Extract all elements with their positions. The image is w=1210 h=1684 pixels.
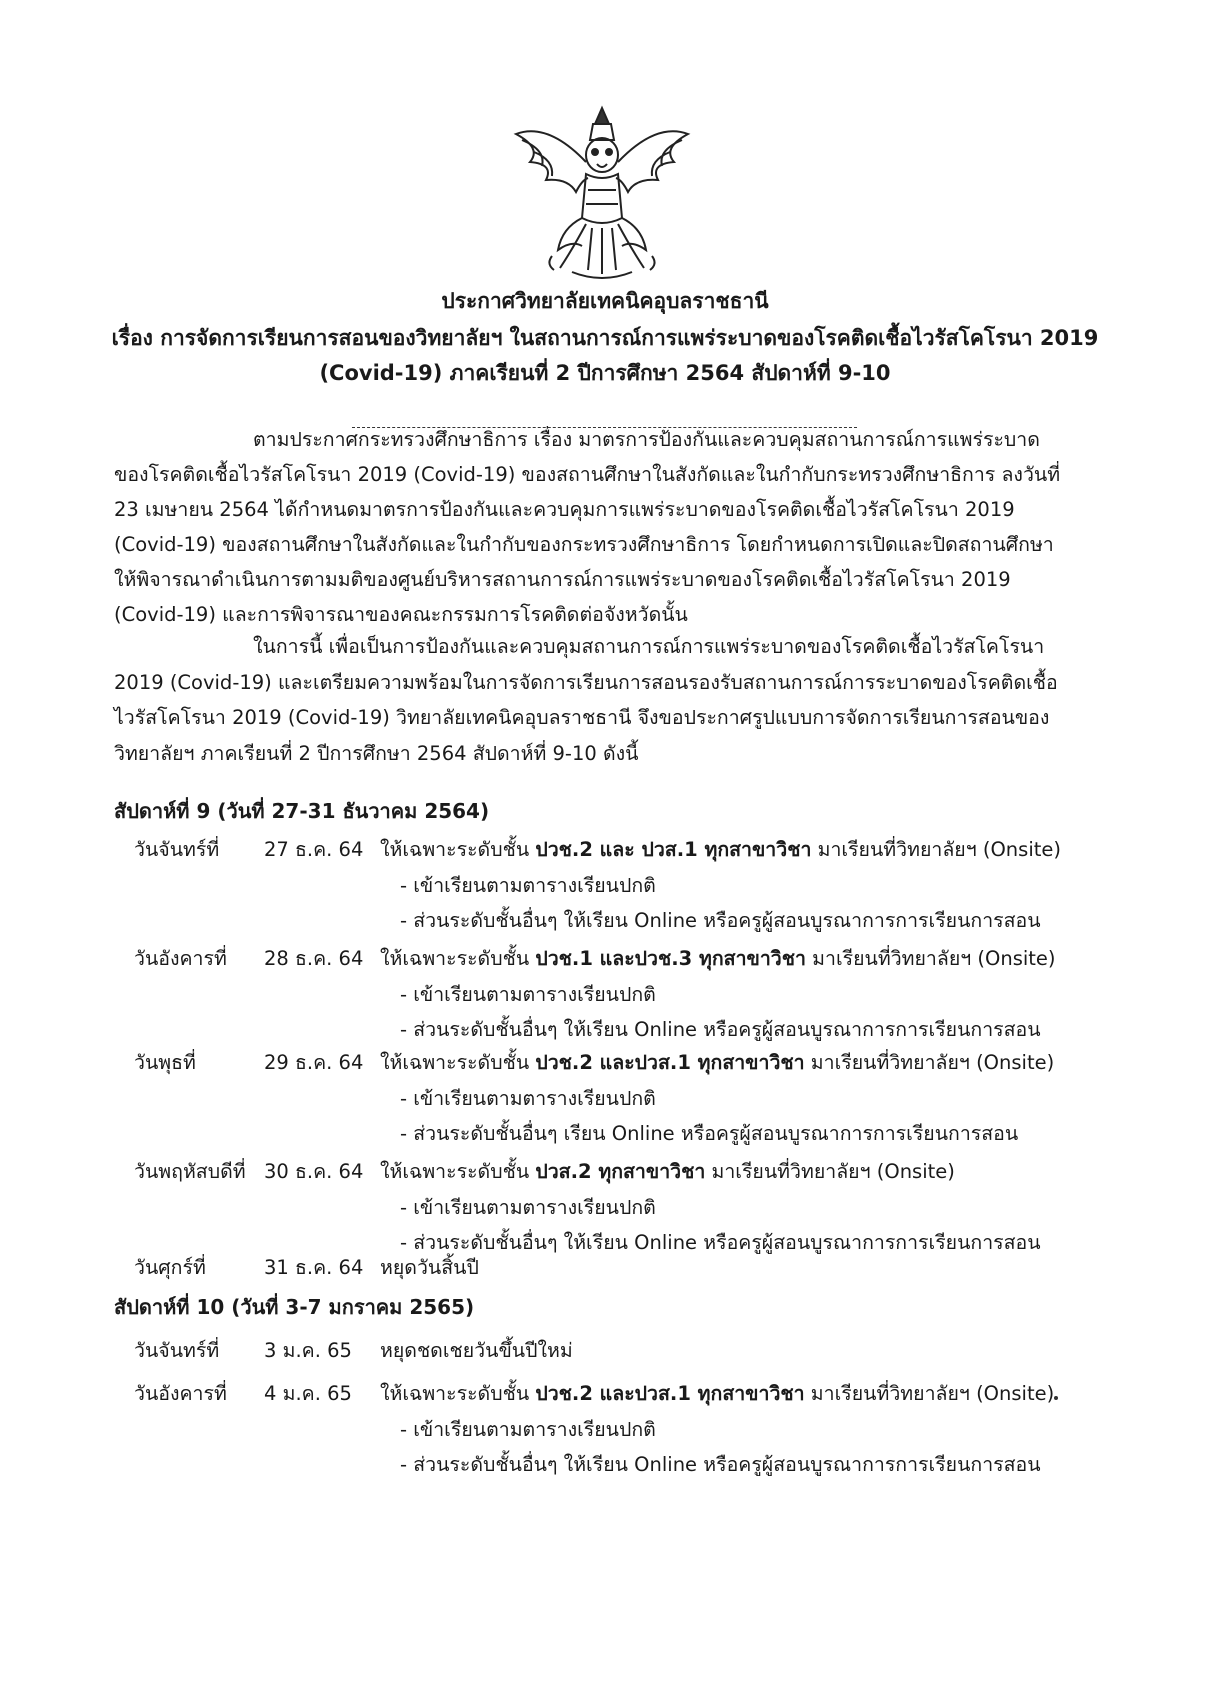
paragraph-line: วิทยาลัยฯ ภาคเรียนที่ 2 ปีการศึกษา 2564 สัปดาห์ที่ 9-10 ดังนี้ <box>114 742 639 766</box>
paragraph-line: (Covid-19) ของสถานศึกษาในสังกัดและในกำกับของกระทรวงศึกษาธิการ โดยกำหนดการเปิดและปิดสถานศึกษา <box>114 533 1054 556</box>
day-date: 31 ธ.ค. 64 <box>264 1256 364 1279</box>
day-name: วันอังคารที่ <box>134 1382 227 1405</box>
onsite-note: มาเรียนที่วิทยาลัยฯ (Onsite) <box>705 1160 955 1183</box>
day-name: วันพฤหัสบดีที่ <box>134 1160 246 1183</box>
target-levels: ปวช.2 และ ปวส.1 ทุกสาขาวิชา <box>535 838 812 861</box>
instruction-text: ให้เฉพาะระดับชั้น <box>380 1160 536 1183</box>
onsite-note: มาเรียนที่วิทยาลัยฯ (Onsite) <box>805 947 1056 970</box>
day-date: 27 ธ.ค. 64 <box>264 838 364 861</box>
day-instruction <box>380 1252 479 1283</box>
day-name: วันจันทร์ที่ <box>134 838 220 861</box>
target-levels: ปวส.2 ทุกสาขาวิชา <box>535 1160 706 1183</box>
announcement-subject: เรื่อง การจัดการเรียนการสอนของวิทยาลัยฯ ในสถานการณ์การแพร่ระบาดของโรคติดเชื้อไวรัสโคโรนา 2019 <box>111 326 1099 350</box>
day-instruction <box>380 1156 955 1187</box>
schedule-sub-item: - เข้าเรียนตามตารางเรียนปกติ <box>400 983 656 1006</box>
instruction-text: ให้เฉพาะระดับชั้น <box>380 1382 536 1405</box>
paragraph-line: ไวรัสโคโรนา 2019 (Covid-19) วิทยาลัยเทคนิคอุบลราชธานี จึงขอประกาศรูปแบบการจัดการเรียนการสอนของ <box>114 706 1050 730</box>
day-instruction <box>380 834 1061 865</box>
day-name: วันอังคารที่ <box>134 947 227 970</box>
schedule-sub-item: - ส่วนระดับชั้นอื่นๆ ให้เรียน Online หรือครูผู้สอนบูรณาการการเรียนการสอน <box>400 1453 1041 1476</box>
target-levels: ปวช.2 และปวส.1 ทุกสาขาวิชา <box>535 1382 805 1405</box>
instruction-text: หยุดวันสิ้นปี <box>380 1256 479 1279</box>
day-date: 29 ธ.ค. 64 <box>264 1051 364 1074</box>
instruction-text: ให้เฉพาะระดับชั้น <box>380 947 536 970</box>
instruction-text: ให้เฉพาะระดับชั้น <box>380 1051 536 1074</box>
schedule-sub-item: - ส่วนระดับชั้นอื่นๆ ให้เรียน Online หรือครูผู้สอนบูรณาการการเรียนการสอน <box>400 909 1041 932</box>
schedule-sub-item: - เข้าเรียนตามตารางเรียนปกติ <box>400 1418 656 1441</box>
paragraph-line: ในการนี้ เพื่อเป็นการป้องกันและควบคุมสถานการณ์การแพร่ระบาดของโรคติดเชื้อไวรัสโคโรนา <box>253 635 1045 658</box>
day-instruction <box>380 1047 1054 1078</box>
instruction-text: หยุดชดเชยวันขึ้นปีใหม่ <box>380 1339 573 1362</box>
paragraph-line: 2019 (Covid-19) และเตรียมความพร้อมในการจัดการเรียนการสอนรองรับสถานการณ์การระบาดของโรคติดเชื้อ <box>114 670 1058 694</box>
day-instruction <box>380 1378 1054 1409</box>
schedule-sub-item: - ส่วนระดับชั้นอื่นๆ ให้เรียน Online หรือครูผู้สอนบูรณาการการเรียนการสอน <box>400 1231 1041 1254</box>
day-instruction <box>380 1335 573 1366</box>
target-levels: ปวช.1 และปวช.3 ทุกสาขาวิชา <box>535 947 806 970</box>
announcement-subject-cont: (Covid-19) ภาคเรียนที่ 2 ปีการศึกษา 2564 สัปดาห์ที่ 9-10 <box>319 361 891 385</box>
schedule-sub-item: - ส่วนระดับชั้นอื่นๆ ให้เรียน Online หรือครูผู้สอนบูรณาการการเรียนการสอน <box>400 1018 1041 1041</box>
day-date: 28 ธ.ค. 64 <box>264 947 364 970</box>
paragraph-line: ให้พิจารณาดำเนินการตามมติของศูนย์บริหารสถานการณ์การแพร่ระบาดของโรคติดเชื้อไวรัสโคโรนา 2019 <box>114 568 1011 591</box>
onsite-note: มาเรียนที่วิทยาลัยฯ (Onsite) <box>804 1051 1055 1074</box>
day-name: วันศุกร์ที่ <box>134 1256 206 1279</box>
onsite-note: มาเรียนที่วิทยาลัยฯ (Onsite) <box>804 1382 1055 1405</box>
day-instruction <box>380 943 1056 974</box>
day-name: วันจันทร์ที่ <box>134 1339 220 1362</box>
day-date: 4 ม.ค. 65 <box>264 1382 352 1405</box>
scan-speck <box>1054 1396 1058 1400</box>
week-heading: สัปดาห์ที่ 10 (วันที่ 3-7 มกราคม 2565) <box>114 1295 475 1319</box>
schedule-sub-item: - เข้าเรียนตามตารางเรียนปกติ <box>400 874 656 897</box>
garuda-emblem-icon <box>502 100 702 290</box>
week-heading: สัปดาห์ที่ 9 (วันที่ 27-31 ธันวาคม 2564) <box>114 799 490 823</box>
instruction-text: ให้เฉพาะระดับชั้น <box>380 838 536 861</box>
day-date: 3 ม.ค. 65 <box>264 1339 352 1362</box>
schedule-sub-item: - ส่วนระดับชั้นอื่นๆ เรียน Online หรือครูผู้สอนบูรณาการการเรียนการสอน <box>400 1122 1019 1145</box>
announcement-title: ประกาศวิทยาลัยเทคนิคอุบลราชธานี <box>441 289 769 313</box>
paragraph-line: 23 เมษายน 2564 ได้กำหนดมาตรการป้องกันและควบคุมการแพร่ระบาดของโรคติดเชื้อไวรัสโคโรนา 2019 <box>114 498 1015 521</box>
paragraph-line: ของโรคติดเชื้อไวรัสโคโรนา 2019 (Covid-19) ของสถานศึกษาในสังกัดและในกำกับกระทรวงศึกษาธิการ ลงวันที่ <box>114 463 1061 486</box>
schedule-sub-item: - เข้าเรียนตามตารางเรียนปกติ <box>400 1087 656 1110</box>
day-name: วันพุธที่ <box>134 1051 196 1074</box>
paragraph-line: ตามประกาศกระทรวงศึกษาธิการ เรื่อง มาตรการป้องกันและควบคุมสถานการณ์การแพร่ระบาด <box>253 428 1040 451</box>
schedule-sub-item: - เข้าเรียนตามตารางเรียนปกติ <box>400 1196 656 1219</box>
day-date: 30 ธ.ค. 64 <box>264 1160 364 1183</box>
target-levels: ปวช.2 และปวส.1 ทุกสาขาวิชา <box>535 1051 805 1074</box>
onsite-note: มาเรียนที่วิทยาลัยฯ (Onsite) <box>811 838 1061 861</box>
paragraph-line: (Covid-19) และการพิจารณาของคณะกรรมการโรคติดต่อจังหวัดนั้น <box>114 603 688 626</box>
